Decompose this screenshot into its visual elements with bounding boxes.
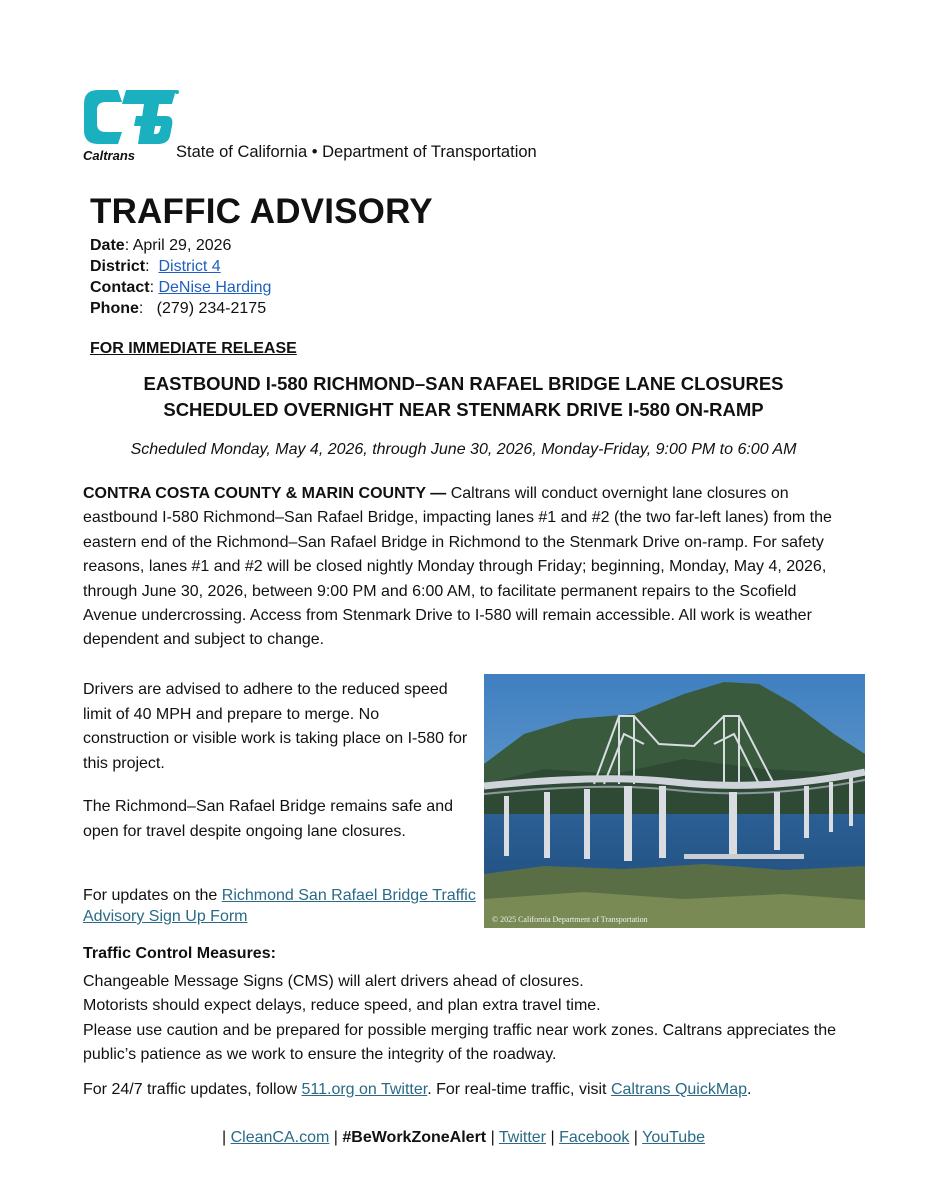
updates247-prefix: For 24/7 traffic updates, follow: [83, 1081, 302, 1098]
caltrans-logo: [80, 86, 180, 166]
signup-form-link[interactable]: Richmond San Rafael Bridge Traffic Advisory Sign Up Form: [83, 887, 476, 925]
tcm-line-1: Changeable Message Signs (CMS) will alert drivers ahead of closures.: [83, 973, 584, 990]
meta-district: District: District 4: [90, 258, 221, 275]
footer-sep: |: [550, 1129, 555, 1146]
meta-phone: Phone: (279) 234-2175: [90, 300, 267, 317]
district-link[interactable]: District 4: [158, 258, 221, 275]
contact-link[interactable]: DeNise Harding: [158, 279, 272, 296]
cleanca-link[interactable]: CleanCA.com: [230, 1129, 330, 1146]
footer-sep: |: [222, 1129, 227, 1146]
footer-links: [0, 1129, 927, 1147]
date-label: Date: [90, 237, 125, 254]
bridge-paragraph: The Richmond–San Rafael Bridge remains safe and open for travel despite ongoing lane closures.: [83, 798, 453, 840]
footer-sep: |: [633, 1129, 638, 1146]
drivers-paragraph: Drivers are advised to adhere to the reduced speed limit of 40 MPH and prepare to merge. No construction or visible work is taking place on I-580 for this project.: [83, 681, 468, 772]
twitter-link[interactable]: Twitter: [498, 1129, 547, 1146]
footer-sep: |: [490, 1129, 495, 1146]
hashtag: #BeWorkZoneAlert: [342, 1129, 487, 1146]
tcm-list: [83, 970, 853, 1068]
updates-prefix: For updates on the: [83, 887, 222, 904]
svg-text:Caltrans: Caltrans: [83, 148, 136, 163]
phone-label: Phone: [90, 300, 139, 317]
tcm-line-2: Motorists should expect delays, reduce speed, and plan extra travel time.: [83, 997, 601, 1015]
updates247-middle: . For real-time traffic, visit: [427, 1081, 611, 1098]
district-label: District: [90, 258, 146, 275]
org-line: State of California • Department of Transportation: [176, 143, 537, 161]
intro-lead: CONTRA COSTA COUNTY & MARIN COUNTY —: [83, 485, 447, 502]
bridge-photo: [484, 674, 865, 928]
headline-line-1: EASTBOUND I-580 RICHMOND–SAN RAFAEL BRIDGE LANE CLOSURES: [143, 373, 784, 394]
intro-body: Caltrans will conduct overnight lane closures on eastbound I-580 Richmond–San Rafael Bridge, impacting lanes #1 and #2 (the two far-left lanes) from the eastern end of the Richmond–San Rafael Bridge in Richmond to the Stenmark Drive on-ramp. For safety reasons, lanes #1 and #2 will be closed nightly Monday through Friday; beginning, Monday, May 4, 2026, through June 30, 2026, between 9:00 PM and 6:00 AM, to facilitate permanent repairs to the Scofield Avenue undercrossing. Access from Stenmark Drive to I-580 will remain accessible. All work is weather dependent and subject to change.: [83, 485, 832, 649]
updates-paragraph: [83, 885, 478, 927]
updates247-suffix: .: [746, 1081, 752, 1098]
updates-247-paragraph: [83, 1081, 873, 1099]
svg-text:© 2025 California Department o: © 2025 California Department of Transportation: [492, 915, 648, 924]
footer-sep: |: [333, 1129, 338, 1146]
tcm-line-3: Please use caution and be prepared for possible merging traffic near work zones. Caltrans appreciates the public’s patience as we work to ensure the integrity of the roadway.: [83, 1021, 837, 1064]
contact-label: Contact: [90, 279, 150, 296]
phone-value: (279) 234-2175: [156, 300, 267, 317]
meta-contact: Contact: DeNise Harding: [90, 279, 272, 296]
date-value: April 29, 2026: [132, 237, 232, 254]
youtube-link[interactable]: YouTube: [642, 1129, 705, 1146]
page-title: TRAFFIC ADVISORY: [90, 192, 433, 231]
meta-date: Date: April 29, 2026: [90, 237, 232, 254]
intro-paragraph: [83, 482, 853, 653]
twitter-511-link[interactable]: 511.org on Twitter: [301, 1081, 428, 1098]
headline: [60, 371, 867, 423]
headline-line-2: SCHEDULED OVERNIGHT NEAR STENMARK DRIVE I-580 ON-RAMP: [163, 399, 764, 420]
schedule-line: Scheduled Monday, May 4, 2026, through June 30, 2026, Monday-Friday, 9:00 PM to 6:00 AM: [130, 441, 797, 458]
tcm-heading: Traffic Control Measures:: [83, 945, 276, 962]
quickmap-link[interactable]: Caltrans QuickMap: [610, 1081, 747, 1098]
facebook-link[interactable]: Facebook: [559, 1129, 630, 1146]
release-label: FOR IMMEDIATE RELEASE: [90, 340, 297, 357]
